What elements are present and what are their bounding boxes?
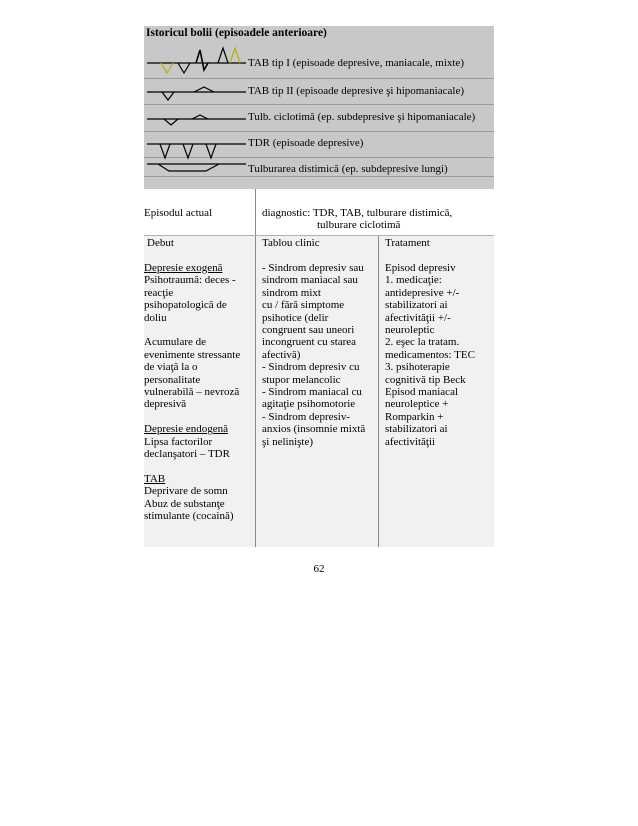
tablou-line: sindrom maniacal sau	[262, 274, 358, 287]
tablou-line: psihotice (delir	[262, 311, 329, 324]
page-number: 62	[313, 563, 325, 575]
manic-episode	[230, 48, 240, 63]
clinical-picture-column	[262, 262, 365, 448]
debut-line: personalitate	[144, 373, 201, 386]
tablou-line: - Sindrom depresiv-	[262, 410, 350, 423]
dysthymia-diagram	[147, 164, 246, 171]
debut-line: stimulante (cocaină)	[144, 510, 234, 523]
tratament-line: neuroleptice +	[385, 398, 449, 411]
tablou-line: cu / fără simptome	[262, 299, 345, 312]
tratament-line: afectivităţii +/-	[385, 311, 451, 324]
tablou-line: - Sindrom depresiv sau	[262, 262, 364, 274]
debut-line: Psihotraumă: deces -	[144, 274, 236, 287]
tablou-line: - Sindrom depresiv cu	[262, 361, 360, 374]
tablou-line: - Sindrom maniacal cu	[262, 386, 362, 399]
tablou-line: incongruent cu starea	[262, 336, 357, 349]
depressive-episode	[183, 144, 193, 158]
tratament-line: Romparkin +	[385, 410, 444, 423]
treatment-column	[385, 262, 475, 448]
current-episode-label: Episodul actual	[144, 207, 213, 219]
debut-line: evenimente stressante	[144, 348, 241, 361]
tratament-line: Episod maniacal	[385, 386, 459, 399]
debut-line: Acumulare de	[144, 336, 206, 349]
long-subdepressive-episode	[158, 164, 219, 171]
clinical-picture-header: Tablou clinic	[262, 237, 320, 249]
debut-line: declanşatori – TDR	[144, 448, 230, 461]
history-row-label: TAB tip II (episoade depresive şi hipomaniacale)	[248, 85, 464, 97]
history-row-label: TDR (episoade depresive)	[248, 137, 364, 149]
debut-line	[144, 461, 240, 473]
debut-line: depresivă	[144, 398, 187, 411]
manic-episode	[218, 48, 228, 63]
history-row-label: Tulburarea distimică (ep. subdepresive lungi)	[248, 163, 448, 175]
column-divider	[255, 189, 256, 547]
debut-line: doliu	[144, 311, 167, 324]
tratament-line: Episod depresiv	[385, 262, 456, 274]
depressive-episode	[161, 63, 173, 73]
row-divider	[144, 235, 494, 236]
depressive-episode	[178, 63, 190, 73]
debut-line	[144, 324, 240, 336]
tablou-line: agitaţie psihomotorie	[262, 398, 356, 411]
tablou-line: congruent sau uneori	[262, 324, 355, 337]
tablou-line: anxios (insomnie mixtă	[262, 423, 366, 436]
tratament-line: medicamentos: TEC	[385, 348, 475, 361]
subdepressive-episode	[164, 119, 178, 125]
debut-header: Debut	[147, 237, 174, 249]
tratament-line: neuroleptic	[385, 324, 435, 337]
debut-line: Abuz de substanţe	[144, 497, 225, 510]
history-title: Istoricul bolii (episoadele anterioare)	[146, 27, 327, 39]
column-divider	[378, 235, 379, 547]
history-row-label: TAB tip I (episoade depresive, maniacale, mixte)	[248, 57, 464, 69]
hypomanic-episode	[194, 87, 214, 92]
depressive-episode	[206, 144, 216, 158]
treatment-header: Tratament	[385, 237, 430, 249]
tablou-line: stupor melancolic	[262, 373, 341, 386]
debut-line: Depresie endogenă	[144, 423, 228, 436]
debut-line	[144, 411, 240, 423]
debut-line: Depresie exogenă	[144, 262, 223, 274]
tratament-line: 1. medicaţie:	[385, 274, 442, 287]
tratament-line: 3. psihoterapie	[385, 361, 450, 374]
tab-type1-diagram	[147, 48, 246, 73]
debut-column	[144, 262, 240, 523]
debut-line: de viaţă la o	[144, 361, 198, 374]
debut-line: psihopatologică de	[144, 299, 227, 312]
tratament-line: afectivităţii	[385, 435, 436, 448]
debut-line: reacţie	[144, 286, 174, 299]
depressive-episode	[160, 144, 170, 158]
diagnostic-line-2: tulburare ciclotimă	[317, 219, 401, 231]
tablou-line: sindrom mixt	[262, 286, 321, 299]
mixed-episode	[196, 50, 208, 70]
tdr-diagram	[147, 144, 246, 158]
history-panel	[144, 26, 494, 189]
tablou-line: afectivă)	[262, 348, 301, 361]
depressive-episode	[162, 92, 174, 100]
diagnostic-line-1: diagnostic: TDR, TAB, tulburare distimică,	[262, 207, 453, 219]
tratament-line: stabilizatori ai	[385, 299, 448, 312]
tablou-line: şi nelinişte)	[262, 435, 314, 448]
debut-line: vulnerabilă – nevroză	[144, 386, 240, 399]
tab-type2-diagram	[147, 87, 246, 100]
debut-line: Lipsa factorilor	[144, 435, 213, 448]
history-row-label: Tulb. ciclotimă (ep. subdepresive şi hipomaniacale)	[248, 111, 476, 123]
tratament-line: stabilizatori ai	[385, 423, 448, 436]
tratament-line: antidepresive +/-	[385, 286, 460, 299]
tratament-line: cognitivă tip Beck	[385, 373, 466, 386]
tratament-line: 2. eşec la tratam.	[385, 336, 460, 349]
debut-line: TAB	[144, 472, 166, 485]
cyclothymia-diagram	[147, 115, 246, 125]
debut-line: Deprivare de somn	[144, 485, 228, 498]
